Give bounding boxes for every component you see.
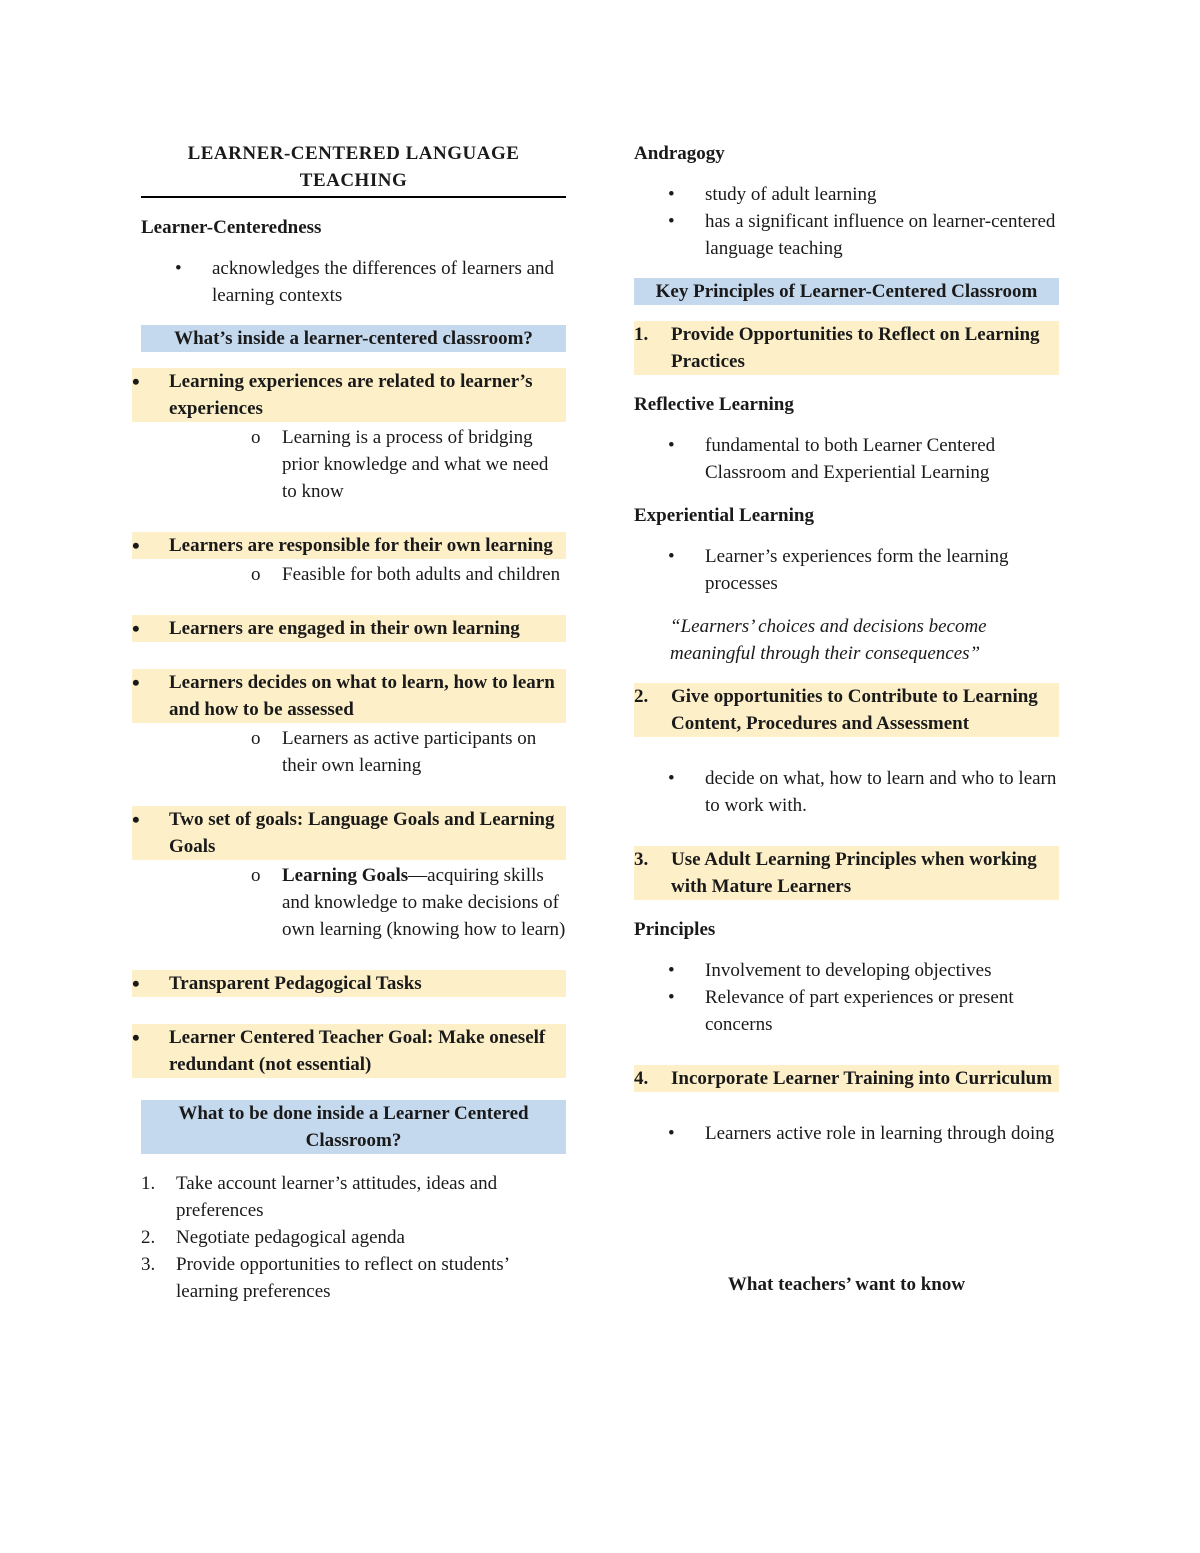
list-item: 2. Negotiate pedagogical agenda [141, 1227, 405, 1248]
document-title: LEARNER-CENTERED LANGUAGE TEACHING [141, 140, 566, 198]
inside-item-5-sub [141, 862, 566, 943]
inside-item-2: • Learners are responsible for their own learning [132, 532, 566, 559]
quote: “Learners’ choices and decisions become meaningful through their consequences” [670, 616, 987, 664]
andragogy-heading: Andragogy [634, 143, 725, 164]
principles-heading: Principles [634, 919, 716, 940]
todo-list [141, 1170, 566, 1305]
footer-heading: What teachers’ want to know [727, 1274, 966, 1295]
experiential-list [634, 543, 1059, 597]
reflective-learning-heading: Reflective Learning [634, 394, 794, 415]
principles-list [634, 957, 1059, 1038]
learning-goals-term: Learning Goals [282, 865, 409, 886]
right-column [634, 140, 1059, 1298]
inside-classroom-box: What’s inside a learner-centered classroom? [141, 325, 566, 352]
inside-item-4-sub: o Learners as active participants on their own learning [141, 725, 566, 779]
key-principles-box: Key Principles of Learner-Centered Classroom [634, 278, 1059, 305]
list-item: • study of adult learning [634, 181, 1059, 208]
list-item: • Learner’s experiences form the learning processes [634, 543, 1059, 597]
principle-4-list [634, 1120, 1059, 1147]
principle-1: 1. Provide Opportunities to Reflect on Learning Practices [634, 321, 1059, 375]
principle-4: 4. Incorporate Learner Training into Curriculum [634, 1065, 1059, 1092]
learner-centeredness-heading: Learner-Centeredness [141, 217, 322, 238]
reflective-list [634, 432, 1059, 486]
list-item: • acknowledges the differences of learners and learning contexts [141, 255, 566, 309]
list-item: • Relevance of part experiences or present concerns [634, 984, 1059, 1038]
list-item: • Learners active role in learning through doing [634, 1120, 1059, 1147]
inside-item-1: • Learning experiences are related to learner’s experiences [132, 368, 566, 422]
inside-item-4: • Learners decides on what to learn, how to learn and how to be assessed [132, 669, 566, 723]
list-item: 1. Take account learner’s attitudes, ideas and preferences [141, 1173, 498, 1221]
learning-goals-definition: —acquiring skills and knowledge to make decisions of own learning (knowing how to learn) [282, 865, 566, 940]
inside-item-5: • Two set of goals: Language Goals and Learning Goals [132, 806, 566, 860]
andragogy-list [634, 181, 1059, 262]
principle-3: 3. Use Adult Learning Principles when working with Mature Learners [634, 846, 1059, 900]
inside-item-3: • Learners are engaged in their own learning [132, 615, 566, 642]
inside-item-6: • Transparent Pedagogical Tasks [132, 970, 566, 997]
inside-item-2-sub: o Feasible for both adults and children [141, 561, 566, 588]
list-item: 3. Provide opportunities to reflect on students’ learning preferences [141, 1254, 509, 1302]
experiential-learning-heading: Experiential Learning [634, 505, 814, 526]
inside-item-7: • Learner Centered Teacher Goal: Make oneself redundant (not essential) [132, 1024, 566, 1078]
list-item: • has a significant influence on learner-centered language teaching [634, 208, 1059, 262]
principle-2-list [634, 765, 1059, 819]
list-item: • Involvement to developing objectives [634, 957, 1059, 984]
learner-centeredness-list [141, 255, 566, 309]
list-item: • fundamental to both Learner Centered Classroom and Experiential Learning [634, 432, 1059, 486]
todo-box: What to be done inside a Learner Centered Classroom? [141, 1100, 566, 1154]
principle-2: 2. Give opportunities to Contribute to Learning Content, Procedures and Assessment [634, 683, 1059, 737]
left-column [141, 140, 566, 1305]
inside-item-1-sub: o Learning is a process of bridging prior knowledge and what we need to know [141, 424, 566, 505]
list-item: • decide on what, how to learn and who to learn to work with. [634, 765, 1059, 819]
